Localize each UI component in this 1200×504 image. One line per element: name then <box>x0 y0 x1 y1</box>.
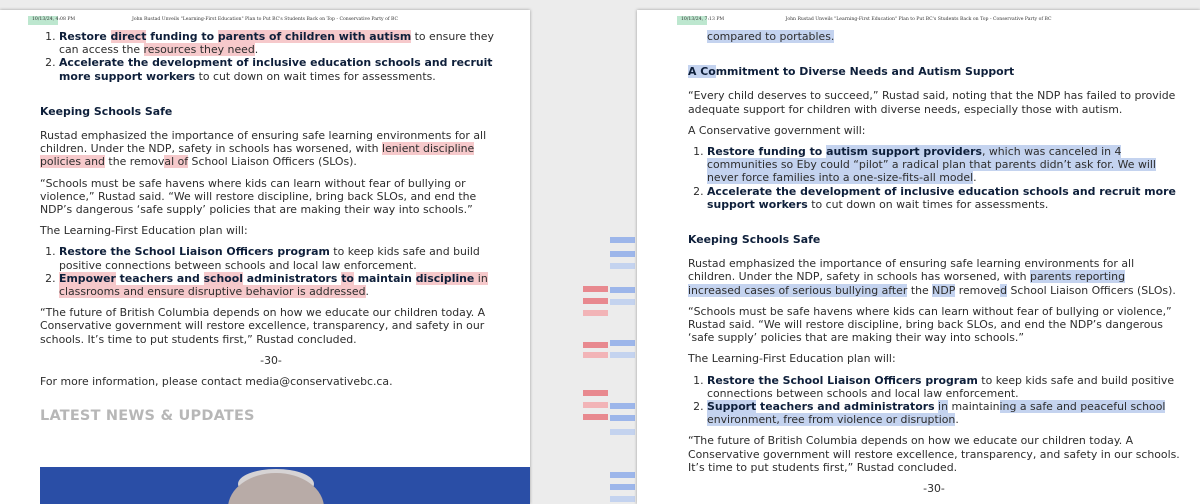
print-date: 10/13/24, 7:13 PM <box>681 17 725 22</box>
change-marker[interactable] <box>610 415 635 421</box>
change-marker[interactable] <box>610 484 635 490</box>
change-marker[interactable] <box>610 403 635 409</box>
change-marker[interactable] <box>610 429 635 435</box>
right-document-page <box>637 10 1200 504</box>
change-marker[interactable] <box>610 496 635 502</box>
plan-intro: The Learning-First Education plan will: <box>40 224 248 238</box>
change-marker[interactable] <box>583 310 608 316</box>
list-item: 1. Restore direct funding to parents of children with autism to ensure they can access the resources they need. <box>59 30 502 56</box>
contact-line: For more information, please contact media@conservativebc.ca. <box>40 375 393 389</box>
print-title: John Rustad Unveils "Learning-First Education" Plan to Put BC's Students Back on Top - Conservative Party of BC <box>131 17 399 22</box>
paragraph: Rustad emphasized the importance of ensuring safe learning environments for all children. Under the NDP, safety in schools has worsened, with lenient discipline policies and the removal of School Liaison Officers (SLOs). <box>40 129 487 169</box>
list-item: 1. Restore funding to autism support providers, which was canceled in 4 communities so Eby could “pilot” a radical plan that parents didn’t ask for. We will never force families into a one-size-fits-all model. <box>707 145 1180 185</box>
quote: “Every child deserves to succeed,” Rustad said, noting that the NDP has failed to provide adequate support for children with diverse needs, especially those with autism. <box>688 89 1176 116</box>
latest-news-heading: LATEST NEWS & UPDATES <box>40 408 255 425</box>
end-marker: -30- <box>260 353 282 367</box>
list-item: 1. Restore the School Liaison Officers program to keep kids safe and build positive connections between schools and local law enforcement. <box>59 245 502 271</box>
right-page-body <box>688 30 1180 503</box>
list-item: 2. Accelerate the development of inclusive education schools and recruit more support workers to cut down on wait times for assessments. <box>707 185 1180 211</box>
quote: “Schools must be safe havens where kids can learn without fear of bullying or violence,” Rustad said. “We will restore discipline, bring back SLOs, and end the NDP’s dangerous ‘safe supply’ policies that are making their way into schools.” <box>40 176 477 217</box>
change-marker[interactable] <box>583 342 608 348</box>
list-item: 2. Empower teachers and school administrators to maintain discipline in classrooms and ensure disruptive behavior is addressed. <box>59 272 502 298</box>
section-heading: A Commitment to Diverse Needs and Autism Support <box>688 65 1015 79</box>
change-marker[interactable] <box>583 402 608 408</box>
print-header-left <box>0 17 530 27</box>
change-marker[interactable] <box>610 472 635 478</box>
change-marker[interactable] <box>610 340 635 346</box>
gov-will-intro: A Conservative government will: <box>688 123 866 137</box>
list-item: 2. Accelerate the development of inclusive education schools and recruit more support workers to cut down on wait times for assessments. <box>59 56 502 82</box>
end-marker: -30- <box>923 482 945 496</box>
paragraph: Rustad emphasized the importance of ensuring safe learning environments for all children. Under the NDP, safety in schools has worsened, with parents reporting increased cases of serious bullying after the NDP removed School Liaison Officers (SLOs). <box>688 257 1176 297</box>
change-marker[interactable] <box>583 390 608 396</box>
quote: “Schools must be safe havens where kids can learn without fear of bullying or violence,” Rustad said. “We will restore discipline, bring back SLOs, and end the NDP’s dangerous ‘safe supply’ policies that are making their way into schools.” <box>688 304 1172 345</box>
change-marker[interactable] <box>583 298 608 304</box>
change-marker[interactable] <box>610 352 635 358</box>
change-marker[interactable] <box>583 352 608 358</box>
change-marker[interactable] <box>583 286 608 292</box>
list-item: 2. Support teachers and administrators in maintaining a safe and peaceful school environment, free from violence or disruption. <box>707 400 1180 426</box>
autism-list <box>688 145 1180 211</box>
change-marker[interactable] <box>610 263 635 269</box>
list-item: 1. Restore the School Liaison Officers program to keep kids safe and build positive connections between schools and local law enforcement. <box>707 374 1180 400</box>
continued-line: compared to portables. <box>707 30 835 43</box>
plan-list <box>688 374 1180 427</box>
autism-list <box>40 30 502 83</box>
print-header-right <box>637 17 1200 27</box>
removed-change-markers[interactable] <box>583 10 608 504</box>
change-marker[interactable] <box>610 299 635 305</box>
plan-list <box>40 245 502 298</box>
left-document-page <box>0 10 530 504</box>
closing-quote: “The future of British Columbia depends on how we educate our children today. A Conservative government will restore excellence, transparency, and safety in our schools. It’s time to put students first,” Rustad concluded. <box>40 306 486 346</box>
left-page-body <box>40 30 502 423</box>
section-heading: Keeping Schools Safe <box>40 104 173 118</box>
change-marker[interactable] <box>583 414 608 420</box>
plan-intro: The Learning-First Education plan will: <box>688 352 896 366</box>
section-heading: Keeping Schools Safe <box>688 233 821 247</box>
news-photo[interactable] <box>40 467 530 504</box>
print-date: 10/13/24, 4:08 PM <box>32 17 76 22</box>
print-title: John Rustad Unveils "Learning-First Education" Plan to Put BC's Students Back on Top - Conservative Party of BC <box>785 17 1052 22</box>
change-marker[interactable] <box>610 237 635 243</box>
closing-quote: “The future of British Columbia depends on how we educate our children today. A Conservative government will restore excellence, transparency, and safety in our schools. It’s time to put students first,” Rustad concluded. <box>688 434 1180 474</box>
change-marker[interactable] <box>610 287 635 293</box>
change-marker[interactable] <box>610 251 635 257</box>
added-change-markers[interactable] <box>610 10 635 504</box>
